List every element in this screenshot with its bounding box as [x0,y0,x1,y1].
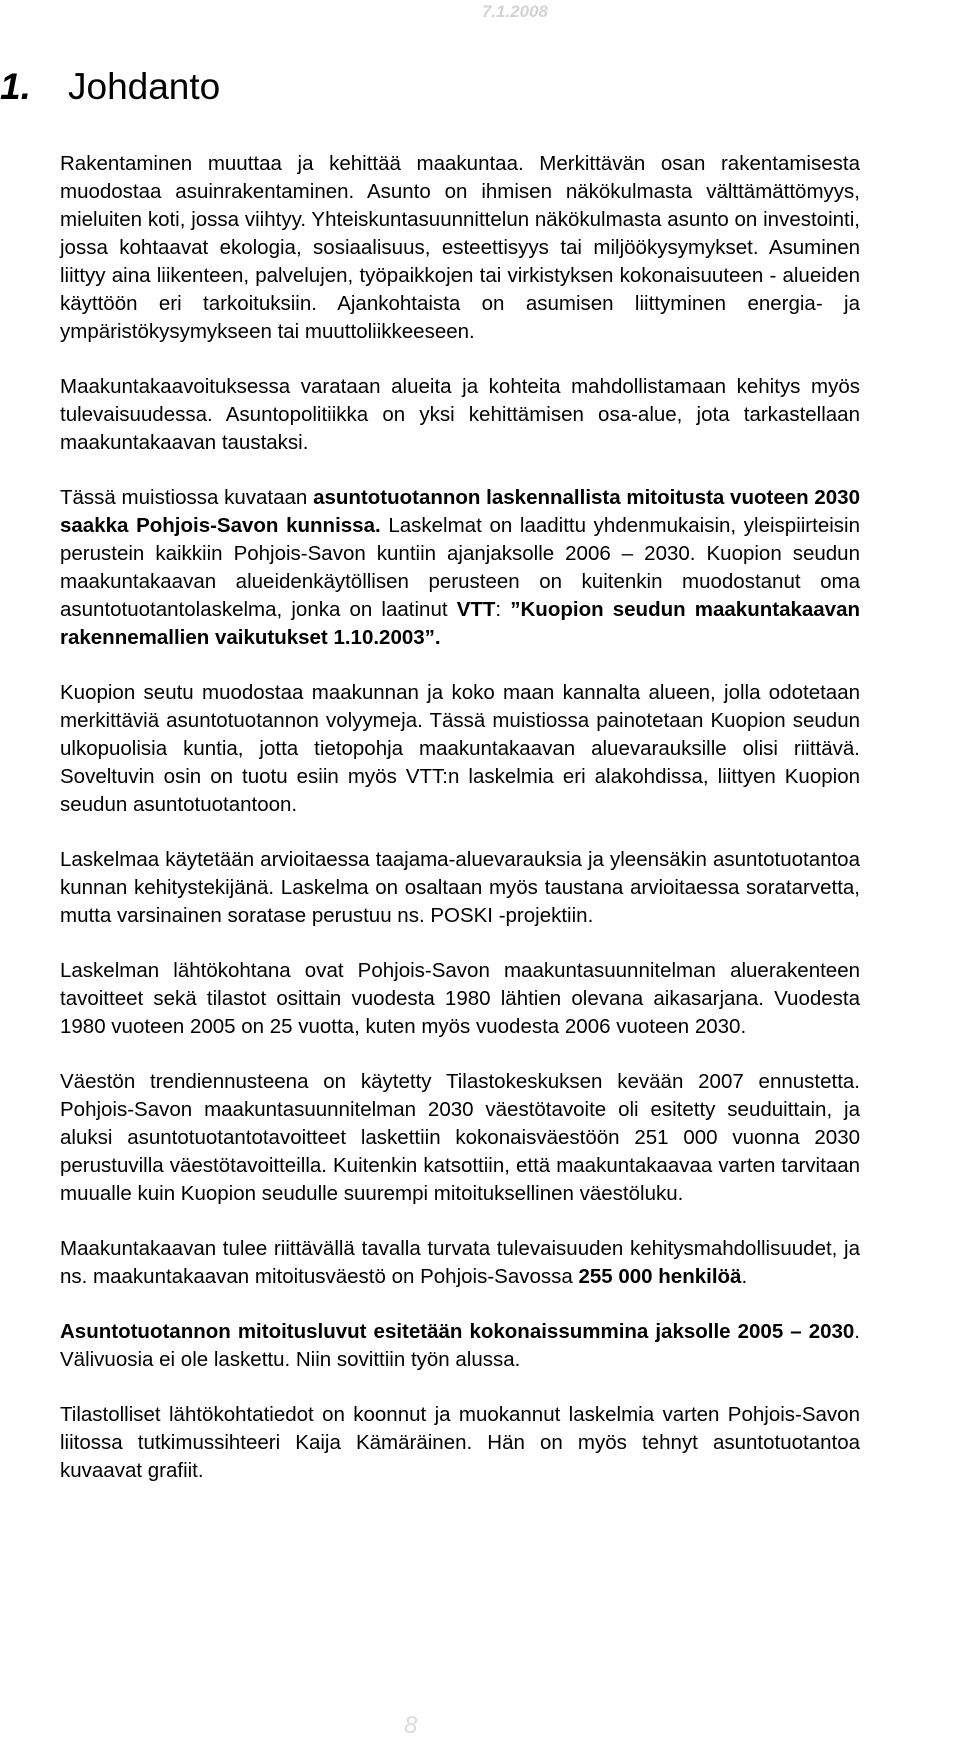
text-span: . Välivuosia ei ole laskettu. Niin sovittiin työn alussa. [60,1320,860,1371]
paragraph-basis: Laskelman lähtökohtana ovat Pohjois-Savon maakuntasuunnitelman aluerakenteen tavoitteet sekä tilastot osittain vuodesta 1980 lähtien olevana aikasarjana. Vuodesta 1980 vuoteen 2005 on 25 vuotta, kuten myös vuodesta 2006 vuoteen 2030. [60,959,860,1038]
text-span: : [495,598,511,621]
paragraph-dimension [60,1235,860,1291]
paragraph-population: Väestön trendiennusteena on käytetty Tilastokeskuksen kevään 2007 ennustetta. Pohjois-Savon maakuntasuunnitelman 2030 väestötavoite oli esitetty seuduittain, ja aluksi asuntotuotantotavoitteet laskettiin kokonaisväestöön 251 000 vuonna 2030 perustuvilla väestötavoitteilla. Kuitenkin katsottiin, että maakuntakaavaa varten tarvitaan muualle kuin Kuopion seudulle suurempi mitoituksellinen väestöluku. [60,1070,860,1205]
paragraph-usage: Laskelmaa käytetään arvioitaessa taajama-aluevarauksia ja yleensäkin asuntotuotantoa kunnan kehitystekijänä. Laskelma on osaltaan myös taustana arvioitaessa soratarvetta, mutta varsinainen soratase perustuu ns. POSKI -projektiin. [60,848,860,927]
text-span: Tässä muistiossa kuvataan [60,486,314,509]
bold-span: 255 000 henkilöä [578,1265,742,1288]
header-date: 7.1.2008 [481,2,548,21]
paragraph-sources: Tilastolliset lähtökohtatiedot on koonnut ja muokannut laskelmia varten Pohjois-Savon liitossa tutkimussihteeri Kaija Kämäräinen. Hän on myös tehnyt asuntotuotantoa kuvaavat grafiit. [60,1403,860,1482]
text-span: Laskelmat on laadittu yhdenmukaisin, yleispiirteisin perustein kaikkiin Pohjois-Savon kuntiin ajanjaksolle 2006 – 2030. Kuopion seudun maakuntakaavan alueidenkäytöllisen perusteen on kuitenkin muodostanut oma asuntotuotantolaskelma, jonka on laatinut [60,514,860,621]
bold-span: VTT [456,598,496,621]
page-number: 8 [404,1712,418,1739]
section-title: Johdanto [68,66,221,107]
paragraph-zoning: Maakuntakaavoituksessa varataan alueita ja kohteita mahdollistamaan kehitys myös tulevaisuudessa. Asuntopolitiikka on yksi kehittämisen osa-alue, jota tarkastellaan maakuntakaavan taustaksi. [60,375,860,454]
paragraph-kuopio: Kuopion seutu muodostaa maakunnan ja koko maan kannalta alueen, jolla odotetaan merkittäviä asuntotuotannon volyymeja. Tässä muistiossa painotetaan Kuopion seudun ulkopuolisia kuntia, jotta tietopohja maakuntakaavan aluevarauksille olisi riittävä. Soveltuvin osin on tuotu esiin myös VTT:n laskelmia eri alakohdissa, liittyen Kuopion seudun asuntotuotantoon. [60,681,860,816]
text-span: Maakuntakaavan tulee riittävällä tavalla turvata tulevaisuuden kehitysmahdollisuudet, ja ns. maakuntakaavan mitoitusväestö on Pohjois-Savossa [60,1237,860,1288]
bold-span: ”Kuopion seudun maakuntakaavan rakennemallien vaikutukset 1.10.2003”. [60,598,860,649]
bold-span: Asuntotuotannon mitoitusluvut esitetään kokonaissummina jaksolle 2005 – 2030 [60,1320,855,1343]
bold-span: asuntotuotannon laskennallista mitoitusta vuoteen 2030 saakka Pohjois-Savon kunnissa. [60,486,860,537]
section-heading [0,66,220,108]
paragraph-figures [60,1318,860,1374]
text-span: . [741,1265,748,1288]
section-number: 1. [0,66,31,107]
paragraph-purpose [60,484,860,652]
body-text [60,150,860,1512]
paragraph-intro: Rakentaminen muuttaa ja kehittää maakuntaa. Merkittävän osan rakentamisesta muodostaa asuinrakentaminen. Asunto on ihmisen näkökulmasta välttämättömyys, mieluiten koti, jossa viihtyy. Yhteiskuntasuunnittelun näkökulmasta asunto on investointi, jossa kohtaavat ekologia, sosiaalisuus, esteettisyys tai miljöökysymykset. Asuminen liittyy aina liikenteen, palvelujen, työpaikkojen tai virkistyksen kokonaisuuteen - alueiden käyttöön eri tarkoituksiin. Ajankohtaista on asumisen liittyminen energia- ja ympäristökysymykseen tai muuttoliikkeeseen. [60,152,860,343]
